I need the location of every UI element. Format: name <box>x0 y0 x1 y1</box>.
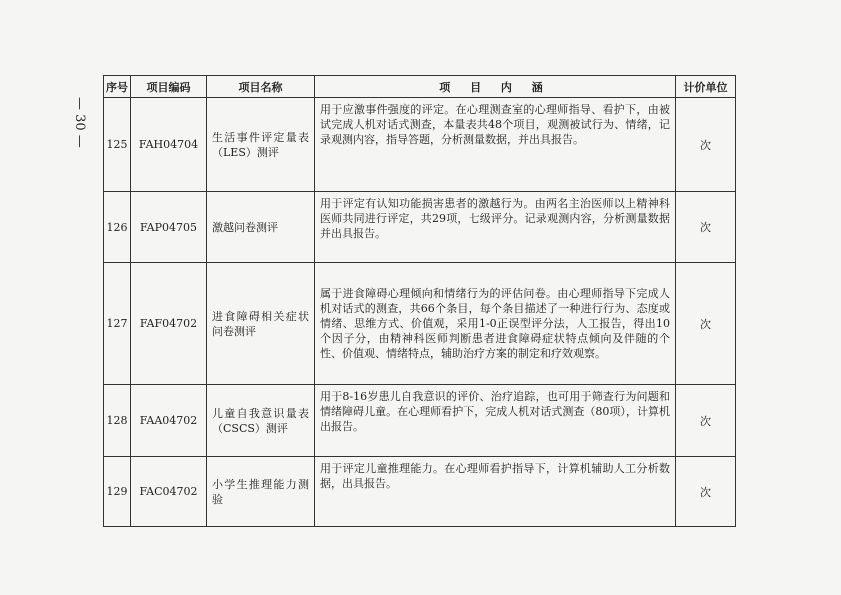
row-seq: 126 <box>104 192 131 263</box>
row-content: 属于进食障碍心理倾向和情绪行为的评估问卷。由心理师指导下完成人机对话式的测查，共66个条目，每个条目描述了一种进行行为、态度或情绪、思维方式、价值观，采用1-0正误型评分法，人工报告，得出10个因子分，由精神科医师判断患者进食障碍症状特点倾向及伴随的个性、价值观、情绪特点，辅助治疗方案的制定和疗效观察。 <box>315 263 676 385</box>
row-name: 激越问卷测评 <box>207 192 315 263</box>
row-unit: 次 <box>676 457 736 527</box>
row-code: FAP04705 <box>131 192 207 263</box>
row-seq: 127 <box>104 263 131 385</box>
row-content: 用于8-16岁患儿自我意识的评价、治疗追踪，也可用于筛查行为问题和情绪障碍儿童。在心理师看护下，完成人机对话式测查（80项），计算机出报告。 <box>315 385 676 457</box>
header-seq: 序号 <box>104 76 131 98</box>
table-row <box>104 263 736 385</box>
row-content: 用于评定儿童推理能力。在心理师看护指导下，计算机辅助人工分析数据，出具报告。 <box>315 457 676 527</box>
row-seq: 128 <box>104 385 131 457</box>
row-name: 小学生推理能力测验 <box>207 457 315 527</box>
header-unit: 计价单位 <box>676 76 736 98</box>
row-content: 用于评定有认知功能损害患者的激越行为。由两名主治医师以上精神科医师共同进行评定，共29项，七级评分。记录观测内容，分析测量数据并出具报告。 <box>315 192 676 263</box>
row-name: 进食障碍相关症状问卷测评 <box>207 263 315 385</box>
row-name: 生活事件评定量表（LES）测评 <box>207 98 315 192</box>
fee-item-table <box>103 75 736 527</box>
header-content: 项 目 内 涵 <box>315 76 676 98</box>
row-seq: 129 <box>104 457 131 527</box>
row-unit: 次 <box>676 263 736 385</box>
table-row <box>104 385 736 457</box>
row-code: FAA04702 <box>131 385 207 457</box>
header-name: 项目名称 <box>207 76 315 98</box>
row-unit: 次 <box>676 385 736 457</box>
row-unit: 次 <box>676 98 736 192</box>
row-code: FAH04704 <box>131 98 207 192</box>
table-row <box>104 98 736 192</box>
table-header-row <box>104 76 736 98</box>
row-name: 儿童自我意识量表（CSCS）测评 <box>207 385 315 457</box>
row-content: 用于应激事件强度的评定。在心理测查室的心理师指导、看护下，由被试完成人机对话式测查，本量表共48个项目，观测被试行为、情绪，记录观测内容，指导答题，分析测量数据，并出具报告。 <box>315 98 676 192</box>
row-code: FAC04702 <box>131 457 207 527</box>
table-row <box>104 192 736 263</box>
table-row <box>104 457 736 527</box>
header-code: 项目编码 <box>131 76 207 98</box>
row-unit: 次 <box>676 192 736 263</box>
page-number: — 30 — <box>72 97 87 148</box>
row-seq: 125 <box>104 98 131 192</box>
row-code: FAF04702 <box>131 263 207 385</box>
